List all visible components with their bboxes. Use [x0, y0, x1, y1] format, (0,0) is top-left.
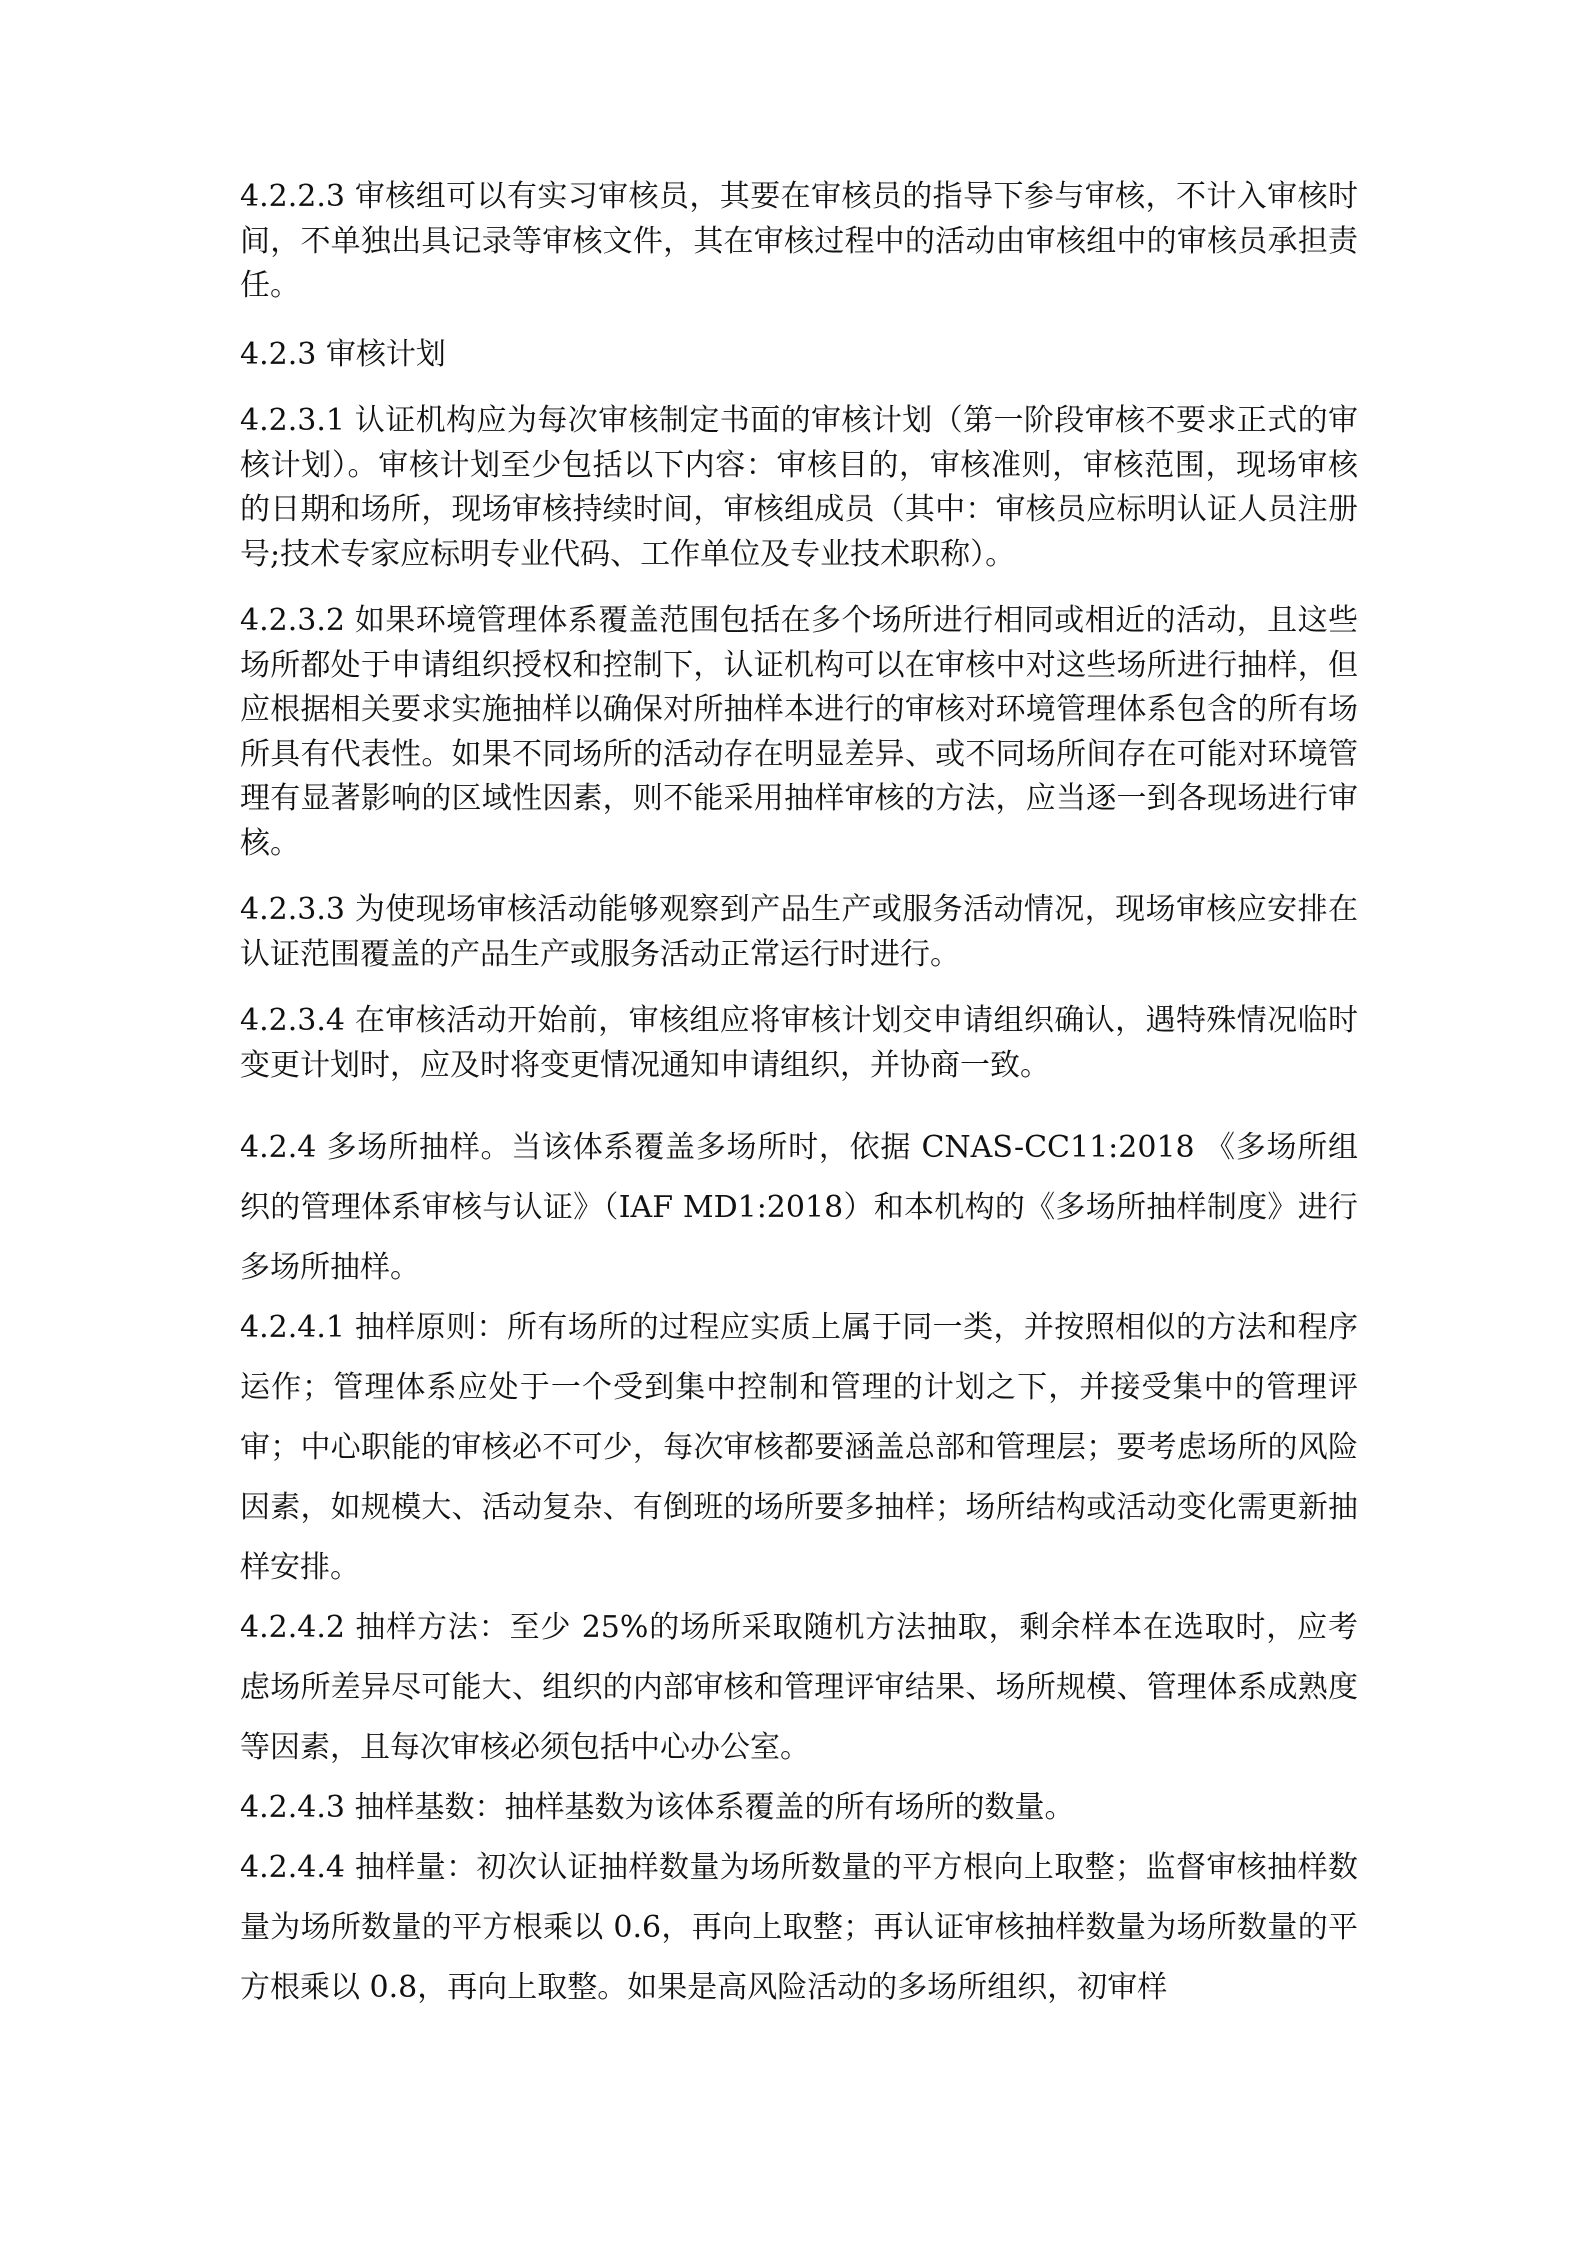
paragraph-4-2-2-3: 4.2.2.3 审核组可以有实习审核员，其要在审核员的指导下参与审核，不计入审核时间，不单独出具记录等审核文件，其在审核过程中的活动由审核组中的审核员承担责任。	[240, 179, 1358, 303]
paragraph-4-2-3-2: 4.2.3.2 如果环境管理体系覆盖范围包括在多个场所进行相同或相近的活动，且这些场所都处于申请组织授权和控制下，认证机构可以在审核中对这些场所进行抽样，但应根据相关要求实施抽样以确保对所抽样本进行的审核对环境管理体系包含的所有场所具有代表性。如果不同场所的活动存在明显差异、或不同场所间存在可能对环境管理有显著影响的区域性因素，则不能采用抽样审核的方法，应当逐一到各现场进行审核。	[240, 603, 1358, 861]
paragraph-4-2-4: 4.2.4 多场所抽样。当该体系覆盖多场所时，依据 CNAS-CC11:2018 《多场所组织的管理体系审核与认证》（IAF MD1:2018）和本机构的《多场所抽样制度》进行多场所抽样。	[240, 1130, 1358, 1285]
paragraph-4-2-3-4: 4.2.3.4 在审核活动开始前，审核组应将审核计划交申请组织确认，遇特殊情况临时变更计划时，应及时将变更情况通知申请组织，并协商一致。	[240, 1003, 1358, 1083]
paragraph-4-2-4-3: 4.2.4.3 抽样基数：抽样基数为该体系覆盖的所有场所的数量。	[240, 1790, 1075, 1825]
paragraph-4-2-3-1: 4.2.3.1 认证机构应为每次审核制定书面的审核计划（第一阶段审核不要求正式的审核计划）。审核计划至少包括以下内容：审核目的，审核准则，审核范围，现场审核的日期和场所，现场审核持续时间，审核组成员（其中：审核员应标明认证人员注册号;技术专家应标明专业代码、工作单位及专业技术职称）。	[240, 403, 1358, 572]
heading-4-2-3-audit-plan: 4.2.3 审核计划	[240, 336, 446, 372]
paragraph-4-2-4-4: 4.2.4.4 抽样量：初次认证抽样数量为场所数量的平方根向上取整；监督审核抽样数量为场所数量的平方根乘以 0.6，再向上取整；再认证审核抽样数量为场所数量的平方根乘以 0.8，再向上取整。如果是高风险活动的多场所组织，初审样	[240, 1850, 1358, 2005]
paragraph-4-2-4-2: 4.2.4.2 抽样方法：至少 25%的场所采取随机方法抽取，剩余样本在选取时，应考虑场所差异尽可能大、组织的内部审核和管理评审结果、场所规模、管理体系成熟度等因素，且每次审核必须包括中心办公室。	[240, 1610, 1358, 1765]
paragraph-4-2-3-3: 4.2.3.3 为使现场审核活动能够观察到产品生产或服务活动情况，现场审核应安排在认证范围覆盖的产品生产或服务活动正常运行时进行。	[240, 892, 1358, 972]
document-page	[240, 175, 1358, 2018]
paragraph-4-2-4-1: 4.2.4.1 抽样原则：所有场所的过程应实质上属于同一类，并按照相似的方法和程序运作；管理体系应处于一个受到集中控制和管理的计划之下，并接受集中的管理评审；中心职能的审核必不可少，每次审核都要涵盖总部和管理层；要考虑场所的风险因素，如规模大、活动复杂、有倒班的场所要多抽样；场所结构或活动变化需更新抽样安排。	[240, 1310, 1358, 1585]
